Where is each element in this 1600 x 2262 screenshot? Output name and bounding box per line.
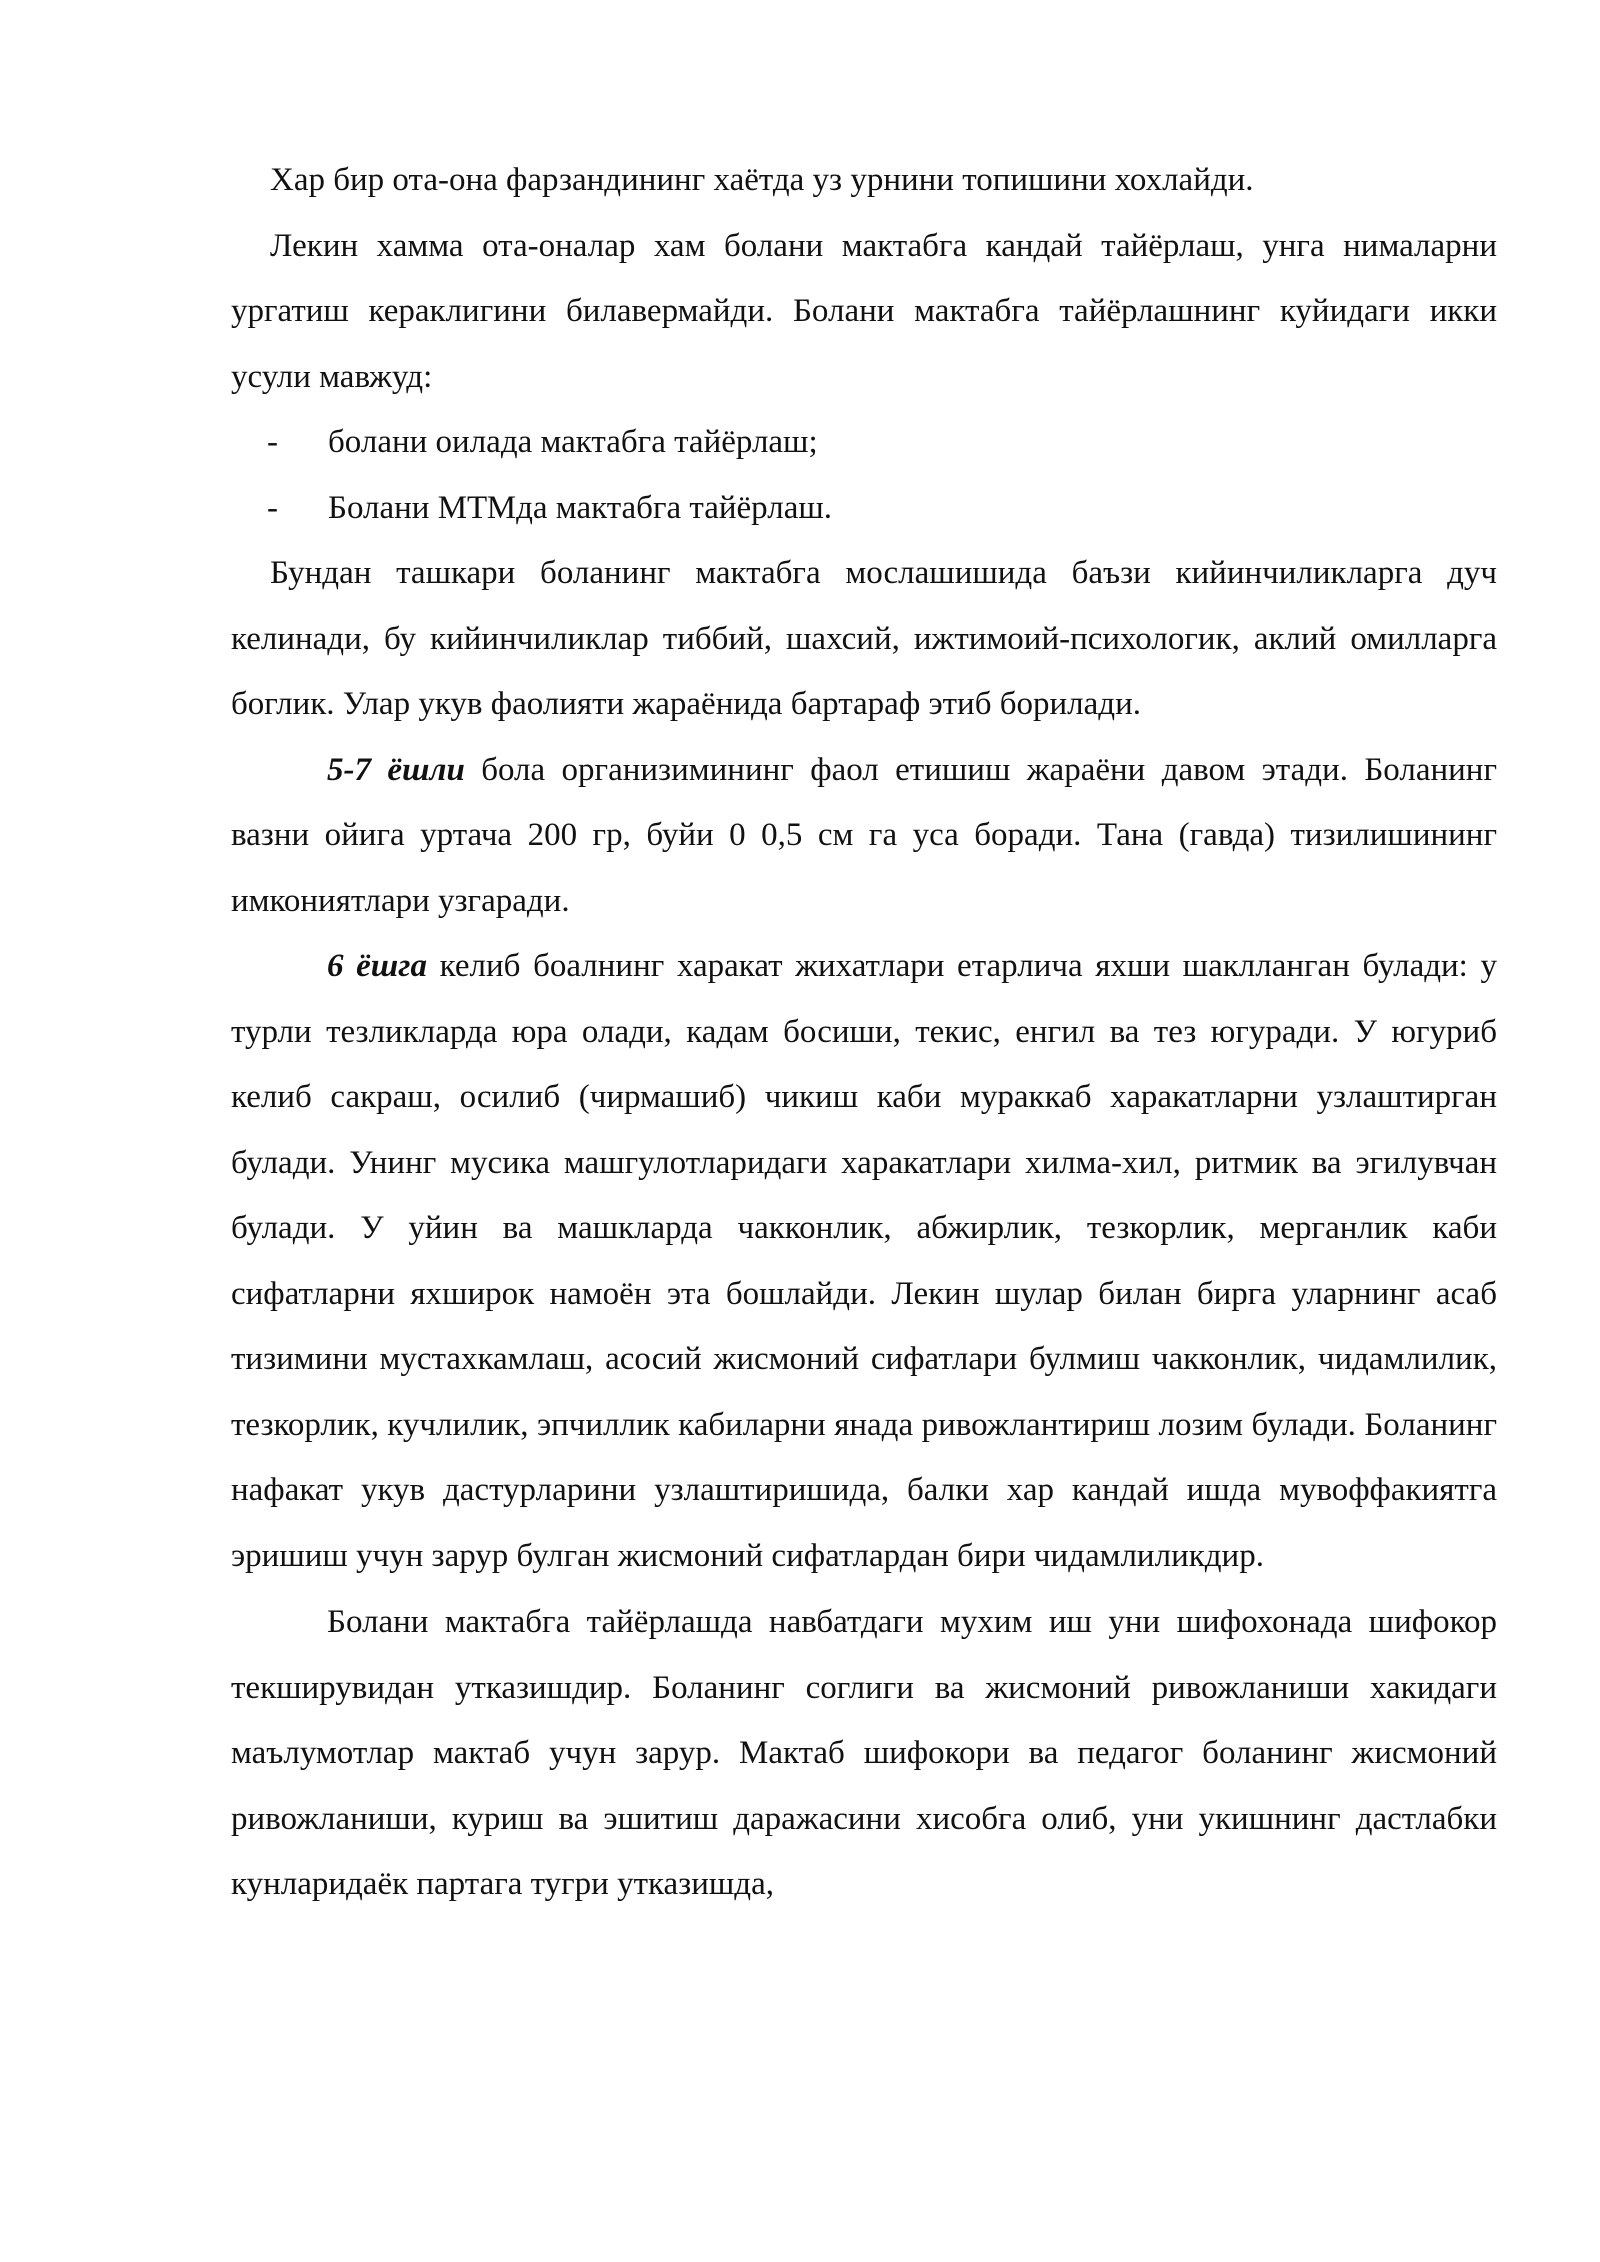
paragraph-age-6 (231, 934, 1497, 1589)
paragraph-medical-check: Болани мактабга тайёрлашда навбатдаги мухим иш уни шифохонада шифокор текширувидан утказишдир. Боланинг соглиги ва жисмоний ривожланиши хакидаги маълумотлар мактаб учун зарур. Мактаб шифокори ва педагог боланинг жисмоний ривожланиши, куриш ва эшитиш даражасини хисобга олиб, уни укишнинг дастлабки кунларидаёк партага тугри утказишда, (231, 1604, 1497, 1902)
document-page (231, 148, 1497, 1918)
list-item-text: болани оилада мактабга тайёрлаш; (328, 424, 818, 460)
paragraph-preparation: Лекин хамма ота-оналар хам болани мактабга кандай тайёрлаш, унга нималарни ургатиш кераклигини билавермайди. Болани мактабга тайёрлашнинг куйидаги икки усули мавжуд: (231, 227, 1497, 395)
list-bullet: - (267, 489, 278, 526)
list-item (231, 410, 1497, 476)
paragraph-intro: Хар бир ота-она фарзандининг хаётда уз урнини топишини хохлайди. (270, 162, 1254, 198)
paragraph-difficulties: Бундан ташкари боланинг мактабга мослашишида баъзи кийинчиликларга дуч келинади, бу кийинчиликлар тиббий, шахсий, ижтимоий-психологик, аклий омилларга боглик. Улар укув фаолияти жараёнида бартараф этиб борилади. (231, 555, 1497, 722)
list-item-text: Болани МТМда мактабга тайёрлаш. (328, 489, 833, 526)
list-bullet: - (267, 424, 278, 460)
paragraph-age-5-7 (231, 738, 1497, 935)
emphasis-age-6: 6 ёшга (327, 948, 427, 984)
paragraph-age-5-7-text: бола организимининг фаол етишиш жараёни давом этади. Боланинг вазни ойига уртача 200 гр, буйи 0 0,5 см га уса боради. Тана (гавда) тизилишининг имкониятлари узгаради. (231, 751, 1497, 919)
emphasis-age-5-7: 5-7 ёшли (327, 751, 465, 788)
list-item (231, 476, 1497, 542)
paragraph-age-6-text: келиб боалнинг харакат жихатлари етарлича яхши шаклланган булади: у турли тезликларда юра олади, кадам босиши, текис, енгил ва тез югуради. У югуриб келиб сакраш, осилиб (чирмашиб) чикиш каби мураккаб харакатларни узлаштирган булади. Унинг мусика машгулотларидаги харакатлари хилма-хил, ритмик ва эгилувчан булади. У уйин ва машкларда чакконлик, абжирлик, тезкорлик, мерганлик каби сифатларни яхширок намоён эта бошлайди. Лекин шулар билан бирга уларнинг асаб тизимини мустахкамлаш, асосий жисмоний сифатлари булмиш чакконлик, чидамлилик, тезкорлик, кучлилик, эпчиллик кабиларни янада ривожлантириш лозим булади. Боланинг нафакат укув дастурларини узлаштиришида, балки хар кандай ишда мувоффакиятга эришиш учун зарур булган жисмоний сифатлардан бири чидамлиликдир. (231, 948, 1497, 1574)
